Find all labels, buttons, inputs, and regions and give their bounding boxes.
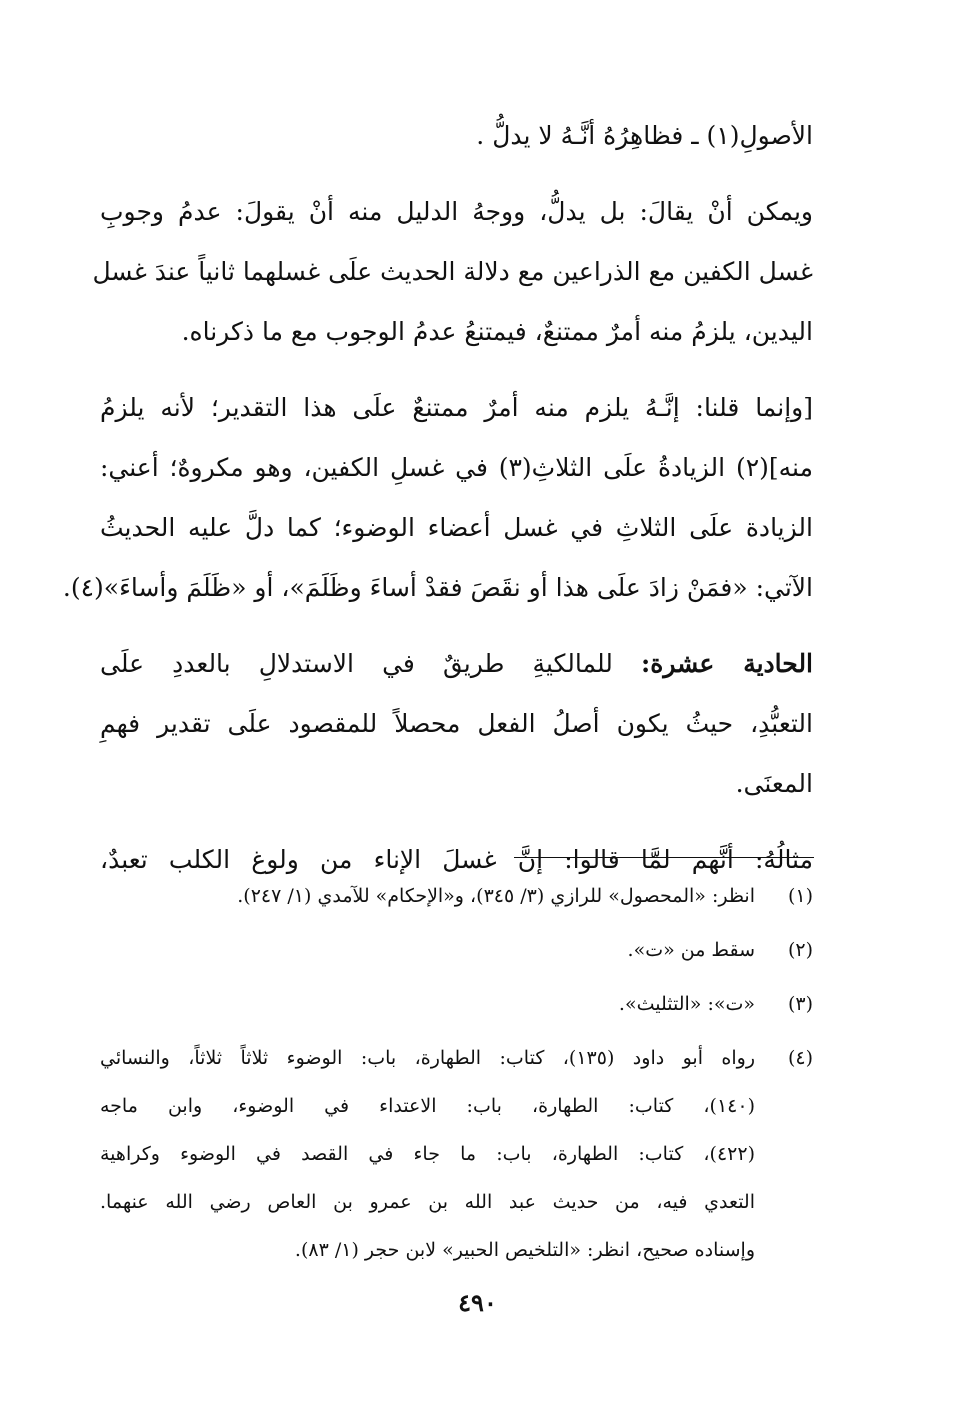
section-label: الحادية عشرة: [641,649,814,678]
footnote-separator [514,857,814,858]
footnote [100,980,813,1028]
footnote-number: (١) [787,885,813,907]
text-line: [وإنما قلنا: إنَّـهُ يلزم منه أمرٌ ممتنعٌ علَى هذا التقدير؛ لأنه يلزمُ [100,393,813,422]
main-text [62,106,814,890]
footnote-line: التعدي فيه، من حديث عبد الله بن عمرو بن العاص رضي الله عنهما. [100,1191,755,1213]
footnote [100,1034,813,1274]
text-line: الزيادة علَى الثلاثِ في غسل أعضاء الوضوء؛ كما دلَّ عليه الحديثُ [100,513,813,542]
footnote-line: رواه أبو داود (١٣٥)، كتاب: الطهارة، باب: الوضوء ثلاثاً ثلاثاً، والنسائي [100,1047,755,1069]
footnote-number: (٤) [787,1047,813,1069]
footnote-line: انظر: «المحصول» للرازي (٣/ ٣٤٥)، و«الإحكام» للآمدي (١/ ٢٤٧). [237,885,755,907]
text-line: اليدين، يلزمُ منه أمرٌ ممتنعٌ، فيمتنعُ عدمُ الوجوب مع ما ذكرناه. [181,317,813,346]
text-line: ويمكن أنْ يقالَ: بل يدلُّ، ووجهُ الدليل منه أنْ يقولَ: عدمُ وجوبِ [100,197,813,226]
text-line: منه](٢) الزيادةُ علَى الثلاثِ(٣) في غسلِ الكفين، وهو مكروهٌ؛ أعني: [100,453,813,482]
text-line: المعنَى. [735,769,813,798]
footnote-line: وإسناده صحيح، انظر: «التلخيص الحبير» لابن حجر (١/ ٨٣). [294,1239,755,1261]
footnote-number: (٣) [787,993,813,1015]
footnote-number: (٢) [787,939,813,961]
footnote-line: سقط من «ت». [627,939,755,961]
text-line [100,634,813,694]
footnotes [100,872,813,1274]
footnote-line: «ت»: «التثليث». [618,993,755,1015]
footnote [100,872,813,920]
footnote-line: (١٤٠)، كتاب: الطهارة، باب: الاعتداء في الوضوء، وابن ماجه [100,1095,755,1117]
text-line: مثالُهُ: أنَّهم لمَّا قالوا: إنَّ غسلَ الإناء من ولوغ الكلب تعبدٌ، [100,845,813,874]
page-number: ٤٩٠ [458,1288,497,1317]
text-span: للمالكيةِ طريقٌ في الاستدلالِ بالعددِ علَى [100,649,613,678]
text-line: الأصولِ(١) ـ فظاهِرُهُ أنَّـهُ لا يدلُّ . [476,121,813,150]
text-line: الآتي: «فمَنْ زادَ علَى هذا أو نقَصَ فقدْ أساءَ وظَلَمَ»، أو «ظَلَمَ وأساءَ»(٤). [62,573,813,602]
footnote-line: (٤٢٢)، كتاب: الطهارة، باب: ما جاء في القصد في الوضوء وكراهية [100,1143,755,1165]
text-line: غسل الكفين مع الذراعين مع دلالة الحديث علَى غسلهما ثانياً عندَ غسل [92,257,813,286]
text-line: التعبُّدِ، حيثُ يكون أصلُ الفعل محصلاً للمقصود علَى تقدير فهمِ [100,709,813,738]
footnote [100,926,813,974]
